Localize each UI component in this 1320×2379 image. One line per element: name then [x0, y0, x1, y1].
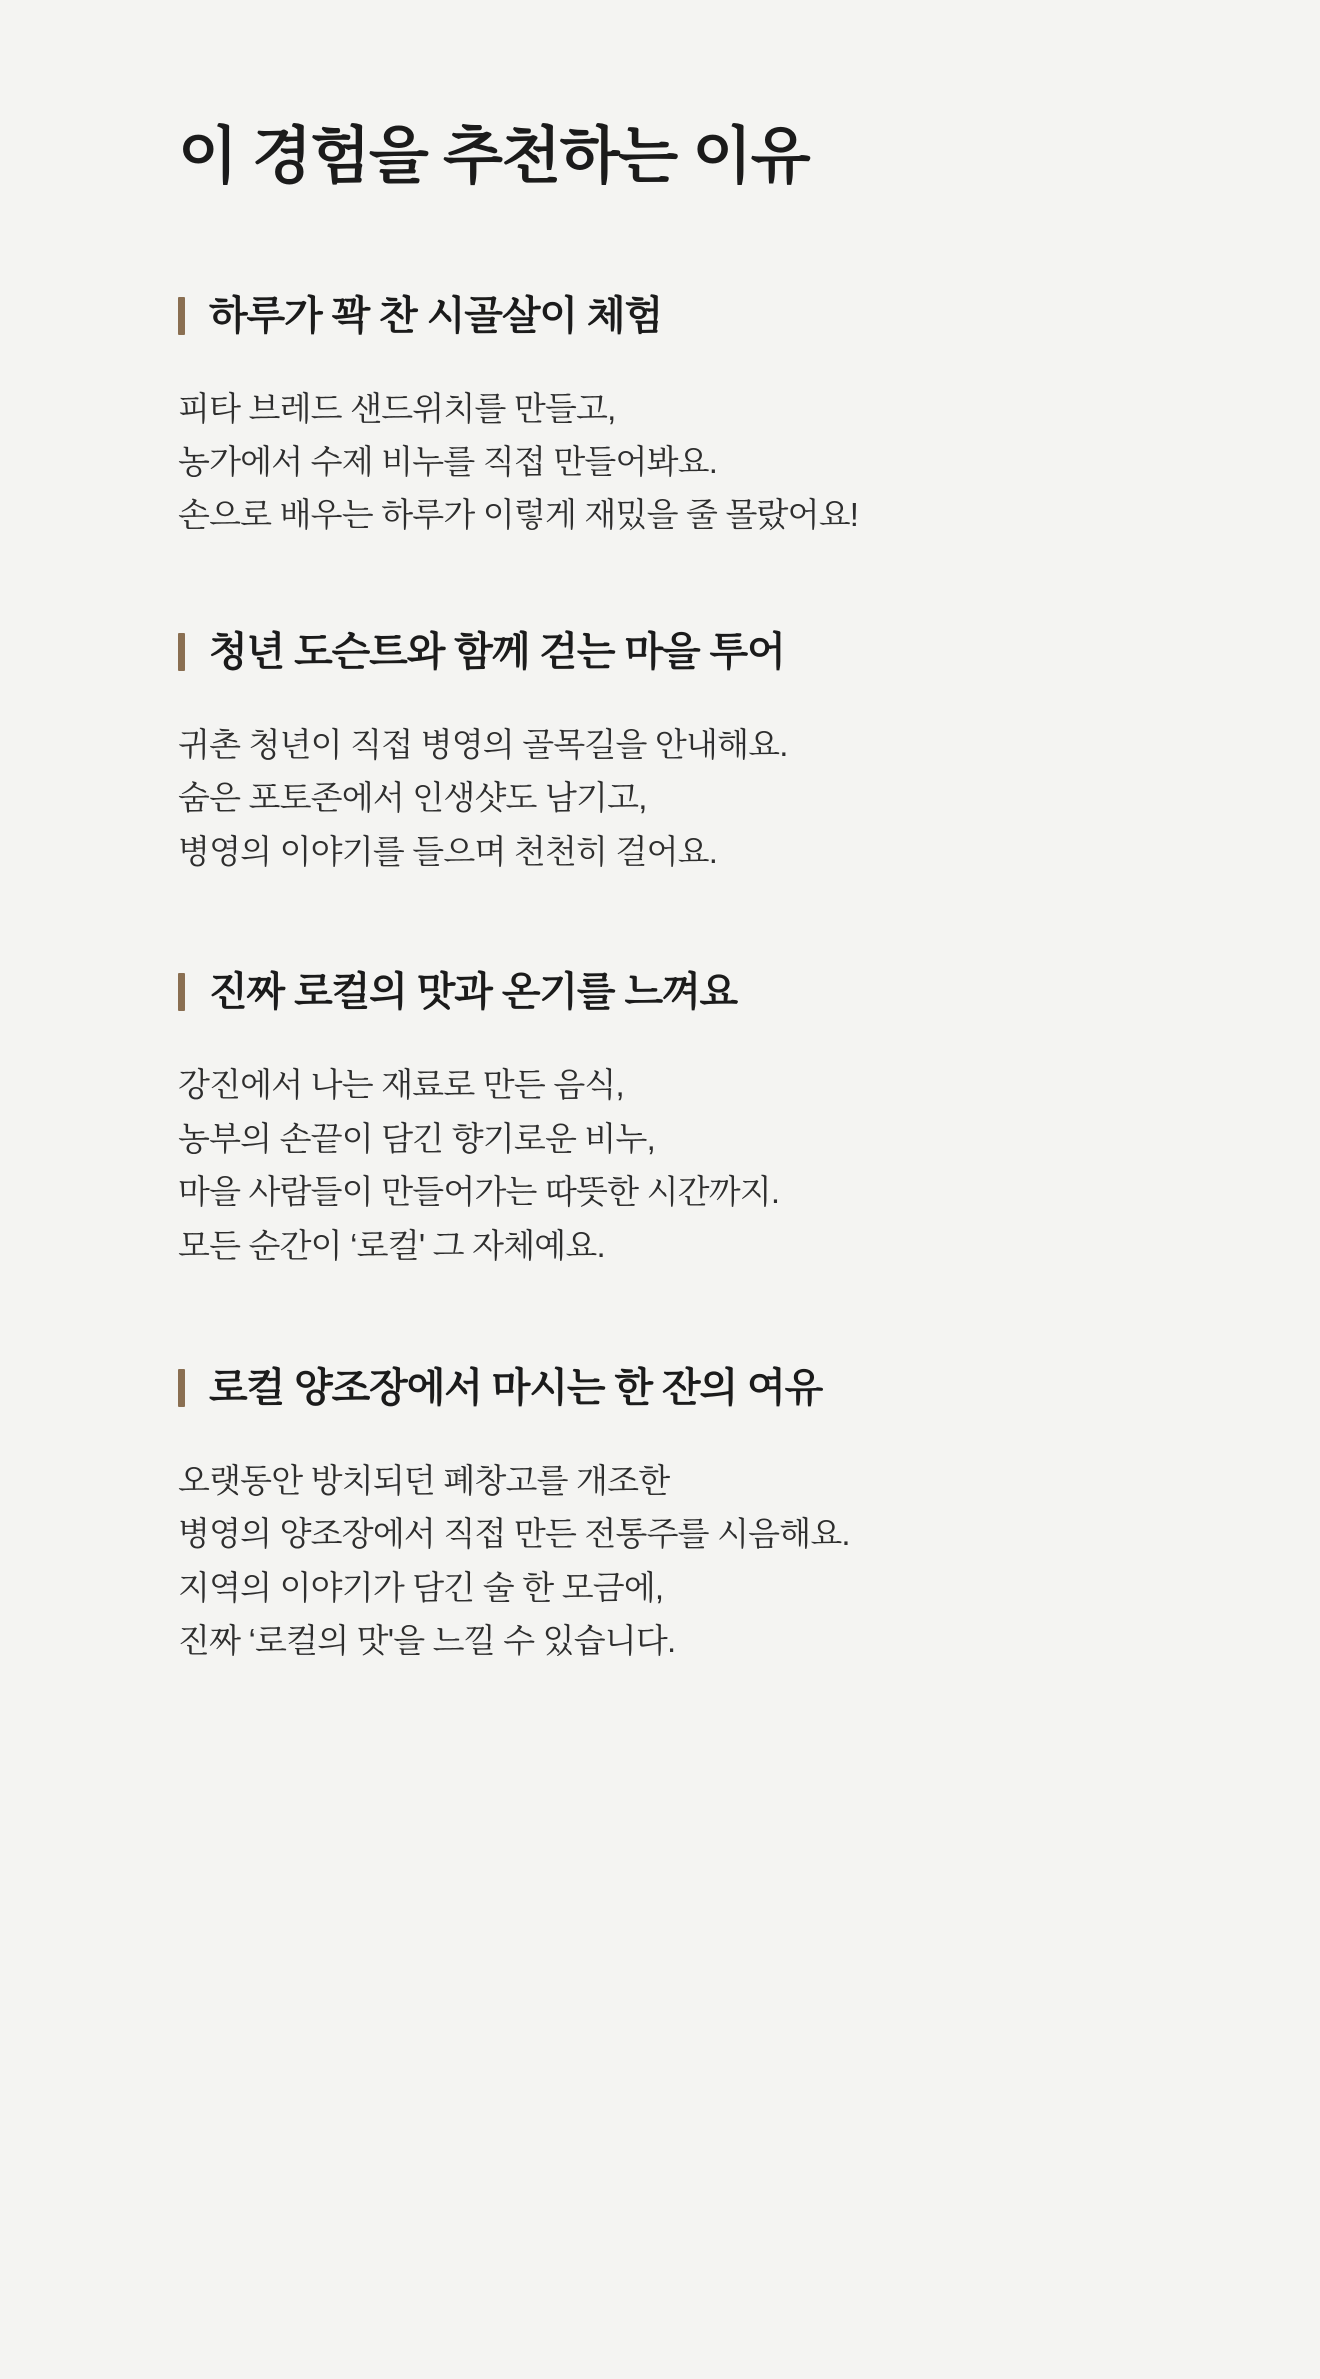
body-line: 진짜 ‘로컬의 맛'을 느낄 수 있습니다.: [178, 1622, 676, 1660]
body-line: 병영의 양조장에서 직접 만든 전통주를 시음해요.: [178, 1515, 850, 1553]
body-line: 농부의 손끝이 담긴 향기로운 비누,: [178, 1119, 655, 1157]
section-village-tour: [178, 628, 1170, 878]
body-line: 피타 브레드 샌드위치를 만들고,: [178, 389, 616, 427]
section-heading-label: 하루가 꽉 찬 시골살이 체험: [209, 293, 662, 338]
body-line: 귀촌 청년이 직접 병영의 골목길을 안내해요.: [178, 725, 788, 763]
section-body: [178, 718, 1170, 878]
body-line: 마을 사람들이 만들어가는 따뜻한 시간까지.: [178, 1173, 780, 1211]
section-body: [178, 382, 1170, 542]
section-heading: [178, 1364, 1170, 1412]
accent-bar-icon: [178, 297, 185, 335]
accent-bar-icon: [178, 633, 185, 671]
section-heading-label: 로컬 양조장에서 마시는 한 잔의 여유: [209, 1366, 823, 1411]
section-village-life: [178, 292, 1170, 542]
page-title: 이 경험을 추천하는 이유: [178, 122, 810, 191]
body-line: 오랫동안 방치되던 폐창고를 개조한: [178, 1462, 670, 1500]
body-line: 강진에서 나는 재료로 만든 음식,: [178, 1066, 624, 1104]
section-heading: [178, 628, 1170, 676]
body-line: 모든 순간이 ‘로컬' 그 자체예요.: [178, 1226, 605, 1264]
body-line: 지역의 이야기가 담긴 술 한 모금에,: [178, 1568, 664, 1606]
section-body: [178, 1454, 1170, 1668]
section-local-taste: [178, 968, 1170, 1272]
section-heading: [178, 292, 1170, 340]
section-heading-label: 진짜 로컬의 맛과 온기를 느껴요: [209, 970, 738, 1015]
section-brewery: [178, 1364, 1170, 1668]
body-line: 농가에서 수제 비누를 직접 만들어봐요.: [178, 442, 718, 480]
section-body: [178, 1058, 1170, 1272]
accent-bar-icon: [178, 973, 185, 1011]
section-heading: [178, 968, 1170, 1016]
body-line: 손으로 배우는 하루가 이렇게 재밌을 줄 몰랐어요!: [178, 496, 859, 534]
body-line: 숨은 포토존에서 인생샷도 남기고,: [178, 779, 647, 817]
body-line: 병영의 이야기를 들으며 천천히 걸어요.: [178, 832, 718, 870]
section-heading-label: 청년 도슨트와 함께 걷는 마을 투어: [209, 629, 785, 674]
accent-bar-icon: [178, 1369, 185, 1407]
